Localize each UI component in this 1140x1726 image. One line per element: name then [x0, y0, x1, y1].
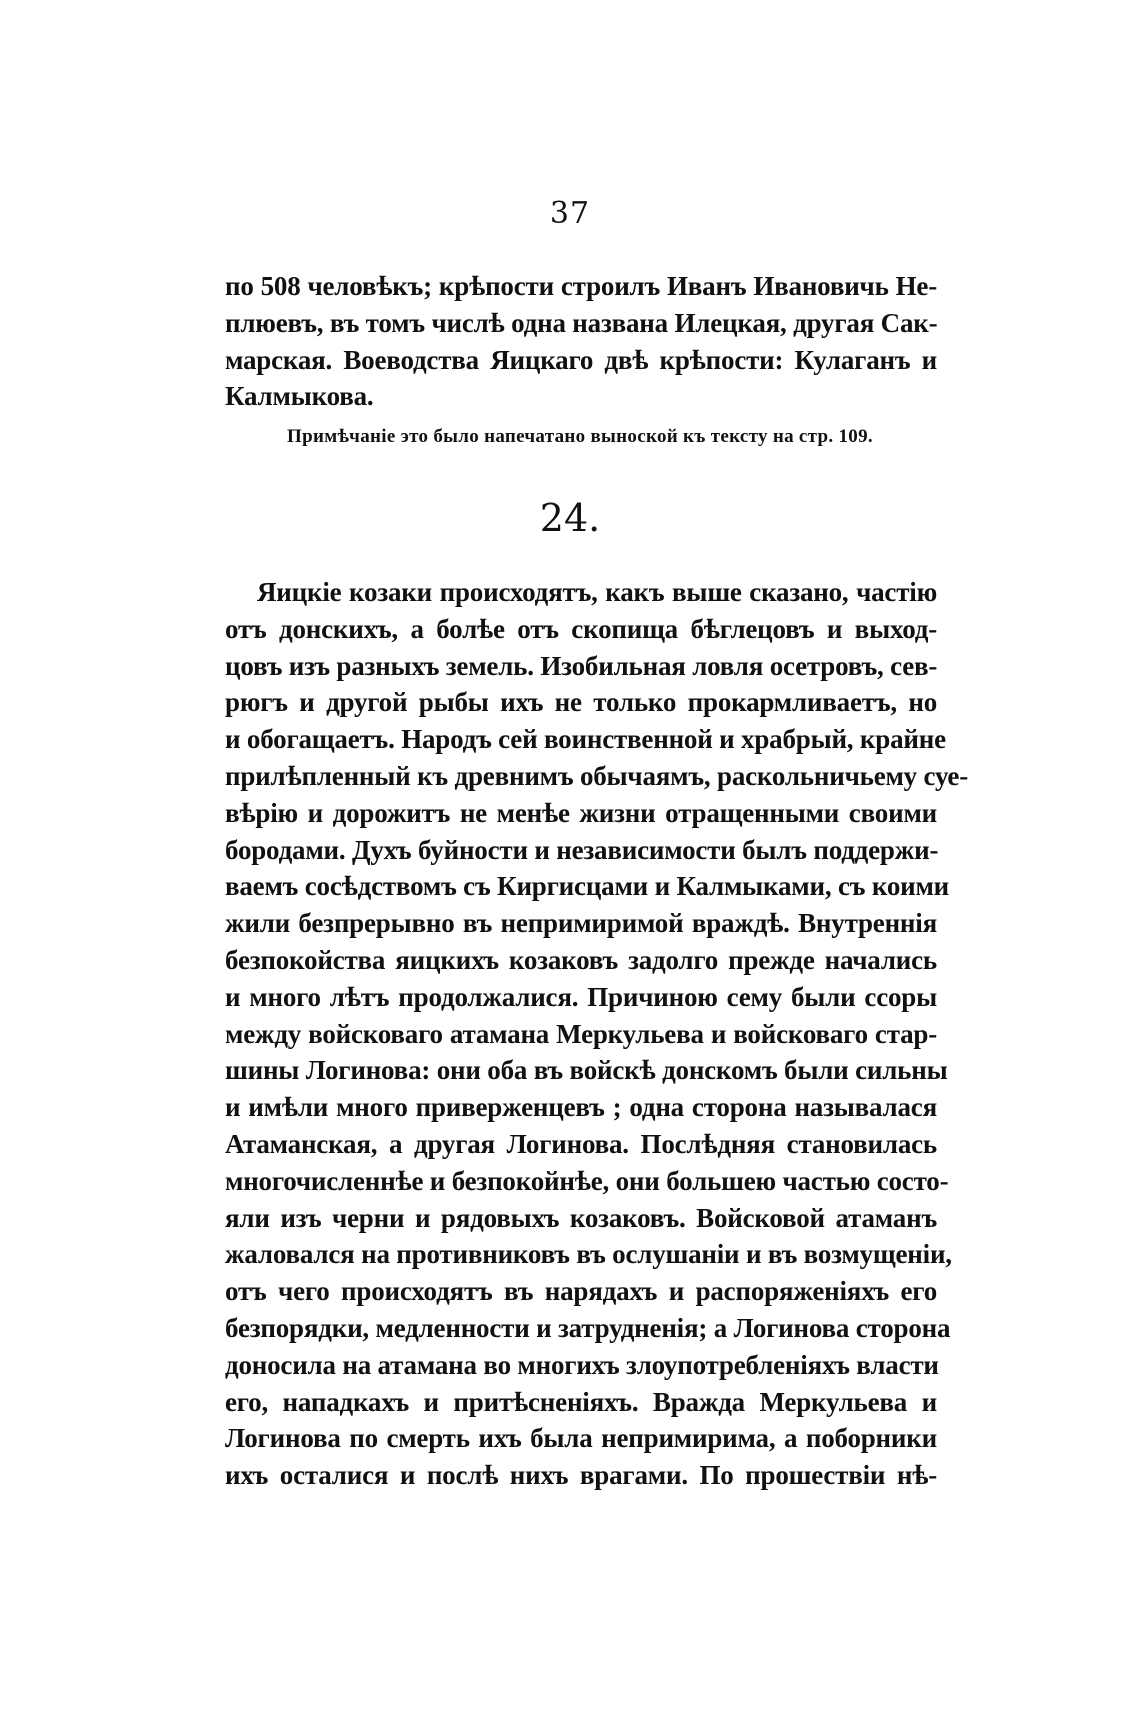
text-line: и много лѣтъ продолжалися. Причиною сему были ссоры — [225, 981, 937, 1012]
text-line: плюевъ, въ томъ числѣ одна названа Илецкая, другая Сак- — [225, 307, 938, 338]
text-line: Атаманская, а другая Логинова. Послѣдняя становилась — [225, 1128, 937, 1159]
section-number: 24. — [539, 496, 601, 540]
text-line: Яицкіе козаки происходятъ, какъ выше сказано, частію — [257, 577, 937, 607]
text-line: жили безпрерывно въ непримиримой враждѣ. Внутреннія — [225, 908, 937, 939]
top-paragraph — [225, 268, 937, 415]
text-line: отъ чего происходятъ въ нарядахъ и распоряженіяхъ его — [225, 1276, 937, 1307]
text-line: и обогащаетъ. Народъ сей воинственной и храбрый, крайне — [225, 724, 946, 755]
text-line: прилѣпленный къ древнимъ обычаямъ, раскольничьему суе- — [225, 760, 968, 791]
text-line: цовъ изъ разныхъ земель. Изобильная ловля осетровъ, сев- — [225, 650, 938, 681]
text-line: безпорядки, медленности и затрудненія; а Логинова сторона — [225, 1312, 951, 1343]
text-line: шины Логинова: они оба въ войскѣ донскомъ были сильны — [225, 1055, 948, 1086]
text-line: многочисленнѣе и безпокойнѣе, они большею частью состо- — [225, 1165, 949, 1196]
text-line: ихъ осталися и послѣ нихъ врагами. По прошествіи нѣ- — [225, 1460, 937, 1491]
text-line: Логинова по смерть ихъ была непримирима, а поборники — [225, 1423, 937, 1454]
text-line: яли изъ черни и рядовыхъ козаковъ. Войсковой атаманъ — [225, 1202, 937, 1233]
footnote-remark: Примѣчаніе это было напечатано выноской къ тексту на стр. 109. — [287, 426, 873, 447]
text-line: ваемъ сосѣдствомъ съ Киргисцами и Калмыками, съ коими — [225, 871, 950, 902]
page-number: 37 — [549, 196, 591, 231]
text-line: бородами. Духъ буйности и независимости былъ поддержи- — [225, 834, 939, 865]
text-line: доносила на атамана во многихъ злоупотребленіяхъ власти — [225, 1349, 939, 1380]
text-line: Калмыкова. — [225, 381, 374, 412]
main-paragraph — [225, 574, 968, 1494]
text-line: его, нападкахъ и притѣсненіяхъ. Вражда Меркульева и — [225, 1386, 937, 1417]
text-line: между войсковаго атамана Меркульева и войсковаго стар- — [225, 1018, 937, 1049]
text-line: по 508 человѣкъ; крѣпости строилъ Иванъ Ивановичь Не- — [225, 271, 937, 301]
text-line: вѣрію и дорожитъ не менѣе жизни отращенными своими — [225, 797, 937, 828]
text-line: безпокойства яицкихъ козаковъ задолго прежде начались — [225, 944, 937, 975]
text-line: рюгъ и другой рыбы ихъ не только прокармливаетъ, но — [225, 687, 937, 718]
text-line: марская. Воеводства Яицкаго двѣ крѣпости: Кулаганъ и — [225, 344, 937, 375]
text-line: и имѣли много приверженцевъ ; одна сторона называлася — [225, 1092, 937, 1123]
text-line: жаловался на противниковъ въ ослушаніи и въ возмущеніи, — [225, 1239, 952, 1270]
text-line: отъ донскихъ, а болѣе отъ скопища бѣглецовъ и выход- — [225, 613, 937, 644]
